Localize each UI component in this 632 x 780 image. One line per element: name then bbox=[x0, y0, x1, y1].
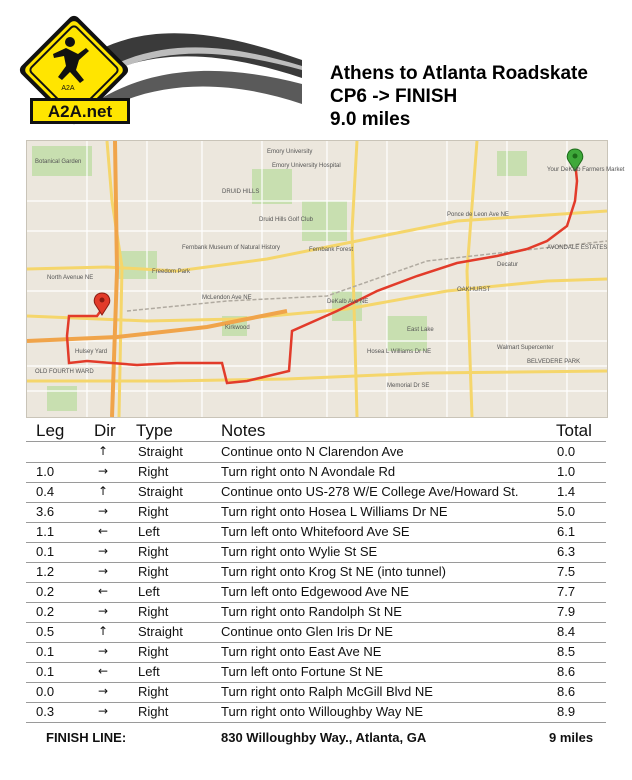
cell-total: 7.7 bbox=[557, 584, 576, 599]
cell-notes: Turn right onto Willoughby Way NE bbox=[221, 704, 424, 719]
cell-leg: 0.2 bbox=[36, 584, 55, 599]
map-label: North Avenue NE bbox=[47, 275, 94, 281]
direction-arrow-icon: → bbox=[98, 544, 109, 558]
cell-notes: Turn right onto Randolph St NE bbox=[221, 604, 402, 619]
cell-type: Straight bbox=[138, 624, 183, 639]
table-row bbox=[26, 622, 606, 643]
table-row bbox=[26, 702, 606, 723]
cell-leg: 0.1 bbox=[36, 544, 55, 559]
direction-arrow-icon: → bbox=[98, 564, 109, 578]
cell-type: Straight bbox=[138, 484, 183, 499]
cell-notes: Continue onto Glen Iris Dr NE bbox=[221, 624, 393, 639]
table-row bbox=[26, 662, 606, 683]
direction-arrow-icon: → bbox=[98, 704, 109, 718]
map-label: Your DeKalb Farmers Market bbox=[547, 167, 625, 173]
map-label: McLendon Ave NE bbox=[202, 295, 252, 301]
map-label: Fernbank Forest bbox=[309, 247, 354, 253]
cell-type: Right bbox=[138, 704, 169, 719]
direction-arrow-icon: ↑ bbox=[98, 444, 109, 458]
cell-type: Left bbox=[138, 524, 160, 539]
cell-leg: 1.2 bbox=[36, 564, 55, 579]
map-label: Walmart Supercenter bbox=[497, 345, 554, 351]
cell-total: 8.9 bbox=[557, 704, 576, 719]
map-label: BELVEDERE PARK bbox=[527, 359, 581, 365]
cell-type: Right bbox=[138, 604, 169, 619]
cell-total: 7.9 bbox=[557, 604, 576, 619]
table-row bbox=[26, 562, 606, 583]
table-row bbox=[26, 682, 606, 703]
cell-type: Right bbox=[138, 544, 169, 559]
direction-arrow-icon: ← bbox=[98, 664, 109, 678]
cell-type: Right bbox=[138, 504, 169, 519]
cell-leg: 0.0 bbox=[36, 684, 55, 699]
table-row bbox=[26, 642, 606, 663]
map-label: Fernbank Museum of Natural History bbox=[182, 245, 281, 251]
cell-notes: Turn right onto Hosea L Williams Dr NE bbox=[221, 504, 448, 519]
table-row bbox=[26, 602, 606, 623]
map-label: DeKalb Ave NE bbox=[327, 299, 369, 305]
col-header-total: Total bbox=[556, 421, 592, 440]
cell-total: 8.6 bbox=[557, 684, 576, 699]
direction-arrow-icon: → bbox=[98, 464, 109, 478]
page-title bbox=[330, 62, 588, 131]
cell-total: 8.6 bbox=[557, 664, 576, 679]
cell-total: 7.5 bbox=[557, 564, 576, 579]
cell-total: 8.5 bbox=[557, 644, 576, 659]
direction-arrow-icon: ↑ bbox=[98, 624, 109, 638]
map-label: Emory University Hospital bbox=[272, 163, 341, 169]
map-label: Ponce de Leon Ave NE bbox=[447, 212, 509, 218]
cell-leg: 0.5 bbox=[36, 624, 55, 639]
cell-notes: Turn right onto Ralph McGill Blvd NE bbox=[221, 684, 433, 699]
map-label: OAKHURST bbox=[457, 287, 491, 293]
direction-arrow-icon: → bbox=[98, 604, 109, 618]
map-label: Druid Hills Golf Club bbox=[259, 217, 314, 223]
cell-notes: Turn left onto Whitefoord Ave SE bbox=[221, 524, 410, 539]
finish-line-distance: 9 miles bbox=[549, 730, 594, 745]
table-row bbox=[26, 582, 606, 603]
logo-sign-text: A2A bbox=[61, 85, 75, 92]
col-header-leg: Leg bbox=[36, 421, 65, 440]
map-label: Hosea L Williams Dr NE bbox=[367, 349, 432, 355]
table-row bbox=[26, 502, 606, 523]
table-row bbox=[26, 462, 606, 483]
cell-total: 1.4 bbox=[557, 484, 576, 499]
direction-arrow-icon: ↑ bbox=[98, 484, 109, 498]
table-row bbox=[26, 542, 606, 563]
map-label: Freedom Park bbox=[152, 269, 191, 275]
finish-line-label: FINISH LINE: bbox=[46, 730, 127, 745]
direction-arrow-icon: ← bbox=[98, 584, 109, 598]
cell-notes: Turn right onto East Ave NE bbox=[221, 644, 382, 659]
map-label: East Lake bbox=[407, 327, 434, 333]
a2a-logo bbox=[12, 8, 302, 128]
cell-leg: 1.0 bbox=[36, 464, 55, 479]
cell-notes: Turn right onto Krog St NE (into tunnel) bbox=[221, 564, 446, 579]
title-line-3: 9.0 miles bbox=[330, 109, 411, 130]
cell-type: Right bbox=[138, 464, 169, 479]
map-label: Decatur bbox=[497, 262, 519, 268]
title-line-1: Athens to Atlanta Roadskate bbox=[330, 63, 588, 84]
cell-notes: Turn left onto Fortune St NE bbox=[221, 664, 384, 679]
cell-total: 6.1 bbox=[557, 524, 576, 539]
cell-total: 1.0 bbox=[557, 464, 576, 479]
cell-leg: 1.1 bbox=[36, 524, 55, 539]
cell-total: 6.3 bbox=[557, 544, 576, 559]
cell-type: Right bbox=[138, 684, 169, 699]
finish-line-address: 830 Willoughby Way., Atlanta, GA bbox=[221, 730, 427, 745]
cell-notes: Continue onto US-278 W/E College Ave/Howard St. bbox=[221, 484, 519, 499]
route-map[interactable] bbox=[26, 140, 625, 418]
cell-notes: Continue onto N Clarendon Ave bbox=[221, 444, 404, 459]
direction-arrow-icon: → bbox=[98, 504, 109, 518]
cell-leg: 0.4 bbox=[36, 484, 55, 499]
table-row bbox=[26, 482, 606, 503]
map-label: Hulsey Yard bbox=[75, 349, 108, 355]
cell-notes: Turn right onto N Avondale Rd bbox=[221, 464, 396, 479]
map-label: Botanical Garden bbox=[35, 159, 82, 165]
col-header-type: Type bbox=[136, 421, 173, 440]
map-label: Kirkwood bbox=[225, 325, 250, 331]
cell-type: Left bbox=[138, 664, 160, 679]
map-label: DRUID HILLS bbox=[222, 189, 260, 195]
cell-type: Right bbox=[138, 564, 169, 579]
cell-total: 5.0 bbox=[557, 504, 576, 519]
direction-arrow-icon: → bbox=[98, 644, 109, 658]
cell-notes: Turn left onto Edgewood Ave NE bbox=[221, 584, 409, 599]
col-header-dir: Dir bbox=[94, 421, 116, 440]
col-header-notes: Notes bbox=[221, 421, 266, 440]
cell-type: Straight bbox=[138, 444, 183, 459]
title-line-2: CP6 -> FINISH bbox=[330, 86, 458, 107]
map-label: Emory University bbox=[267, 149, 313, 155]
logo-text: A2A.net bbox=[47, 102, 113, 121]
map-label: Memorial Dr SE bbox=[387, 383, 430, 389]
map-label: AVONDALE ESTATES bbox=[547, 245, 608, 251]
cell-leg: 0.3 bbox=[36, 704, 55, 719]
cell-type: Right bbox=[138, 644, 169, 659]
cell-total: 0.0 bbox=[557, 444, 576, 459]
direction-arrow-icon: ← bbox=[98, 524, 109, 538]
cell-leg: 3.6 bbox=[36, 504, 55, 519]
cell-leg: 0.1 bbox=[36, 644, 55, 659]
cell-leg: 0.2 bbox=[36, 604, 55, 619]
cell-total: 8.4 bbox=[557, 624, 576, 639]
table-row bbox=[26, 522, 606, 543]
cell-leg: 0.1 bbox=[36, 664, 55, 679]
direction-arrow-icon: → bbox=[98, 684, 109, 698]
cell-type: Left bbox=[138, 584, 160, 599]
map-label: OLD FOURTH WARD bbox=[35, 369, 94, 375]
table-row bbox=[26, 442, 606, 463]
cell-notes: Turn right onto Wylie St SE bbox=[221, 544, 378, 559]
